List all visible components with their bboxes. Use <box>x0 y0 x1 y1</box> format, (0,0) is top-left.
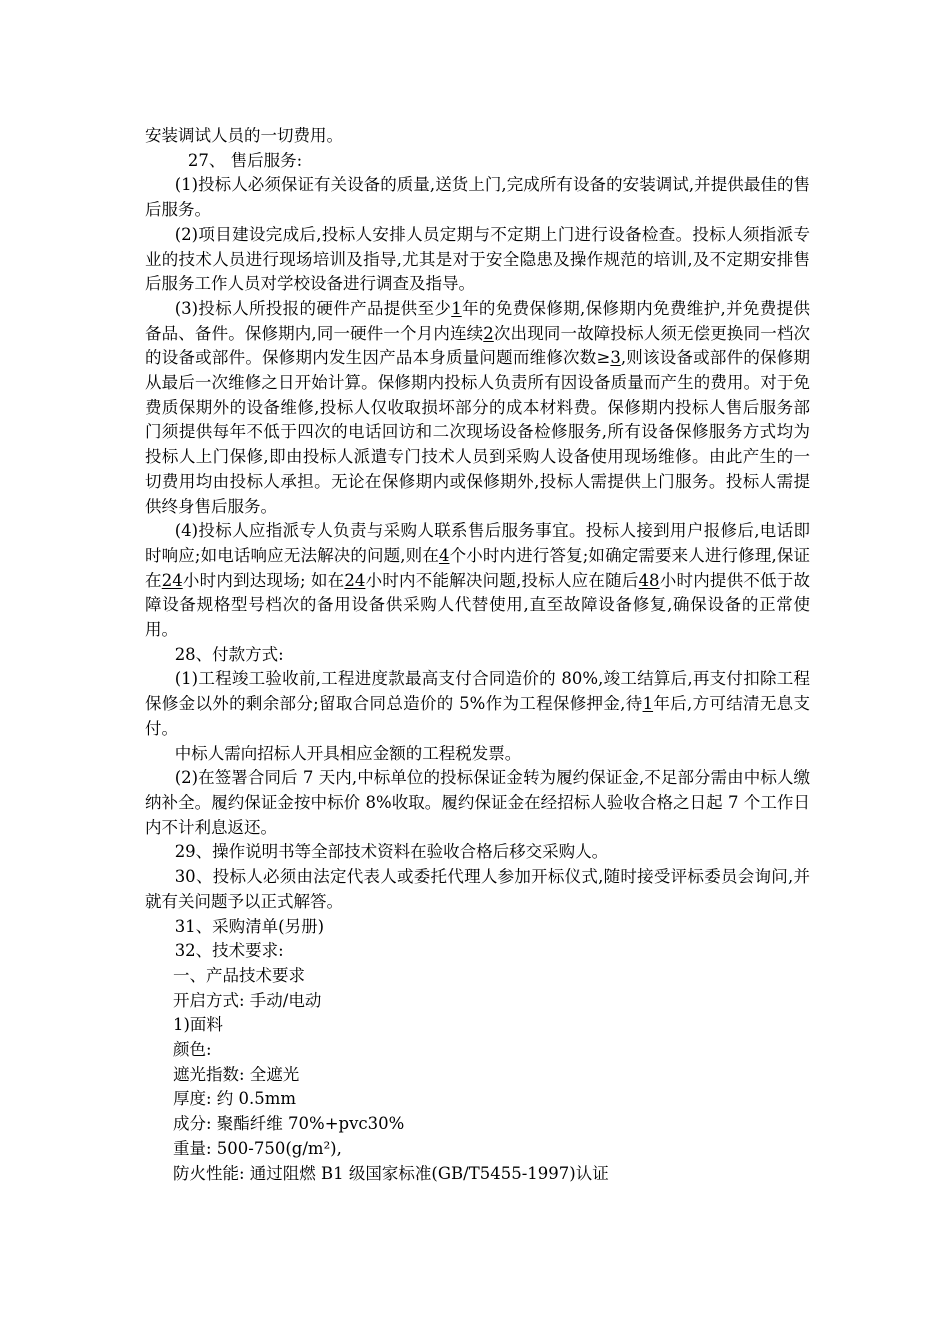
spec-thickness: 厚度: 约 0.5mm <box>173 1089 297 1109</box>
underlined-number: 1 <box>642 694 654 714</box>
spec-color: 颜色: <box>173 1040 212 1060</box>
text-run: 小时内不能解决问题,投标人应在随后 <box>365 570 639 590</box>
text-run: 小时内到达现场; 如在 <box>182 570 345 590</box>
text-run: (3)投标人所投报的硬件产品提供至少 <box>174 298 452 318</box>
text-run: 年的免费保修期,保修期内免费维护,并免费提供备品、备件。保修期内,同一硬件一个月内连续 <box>145 298 810 343</box>
text-run: (4)投标人应指派专人负责与采购人联系售后服务事宜。投标人接到用户报修后,电话即时响应;如电话响应无法解决的问题,则在 <box>145 521 810 565</box>
section-28-item-1 <box>145 667 810 741</box>
section-28-item-2: (2)在签署合同后 7 天内,中标单位的投标保证金转为履约保证金,不足部分需由中标人缴纳补全。履约保证金按中标价 8%收取。履约保证金在经招标人验收合格之日起 7 个工作日内不计利息返还。 <box>145 768 810 837</box>
section-32: 32、技术要求: <box>174 941 284 961</box>
text-run: ,则该设备或部件的保修期从最后一次维修之日开始计算。保修期内投标人负责所有因设备质量而产生的费用。对于免费质保期外的设备维修,投标人仅收取损坏部分的成本材料费。保修期内投标人售后服务部门须提供每年不低于四次的电话回访和二次现场设备检修服务,所有设备保修服务方式均为投标人上门保修,即由投标人派遣专门技术人员到采购人设备使用现场维修。由此产生的一切费用均由投标人承担。无论在保修期内或保修期外,投标人需提供上门服务。投标人需提供终身售后服务。 <box>145 348 810 516</box>
spec-fire-performance: 防火性能: 通过阻燃 B1 级国家标准(GB/T5455-1997)认证 <box>173 1163 609 1183</box>
section-27-item-4 <box>145 519 810 643</box>
section-27-item-1: (1)投标人必须保证有关设备的质量,送货上门,完成所有设备的安装调试,并提供最佳的售后服务。 <box>145 175 810 220</box>
spec-fabric-heading: 1)面料 <box>173 1015 223 1035</box>
section-27-item-2: (2)项目建设完成后,投标人安排人员定期与不定期上门进行设备检查。投标人须指派专业的技术人员进行现场培训及指导,尤其是对于安全隐患及操作规范的培训,及不定期安排售后服务工作人员对学校设备进行调查及指导。 <box>145 224 810 294</box>
spec-shading-index: 遮光指数: 全遮光 <box>173 1064 300 1084</box>
paragraph-continuation: 安装调试人员的一切费用。 <box>145 126 343 145</box>
section-28-heading: 28、付款方式: <box>174 644 284 664</box>
tech-requirements-title: 一、产品技术要求 <box>173 965 305 985</box>
text-run: 小时内提供不低于故障设备规格型号档次的备用设备供采购人代替使用,直至故障设备修复,确保设备的正常使用。 <box>145 570 810 640</box>
underlined-number: 24 <box>161 570 183 590</box>
underlined-number: 4 <box>438 545 450 565</box>
spec-opening-method: 开启方式: 手动/电动 <box>173 990 322 1010</box>
text-run: 年后,方可结清无息支付。 <box>145 694 810 738</box>
text-run: 个小时内进行答复;如确定需要来人进行修理,保证在 <box>145 545 810 590</box>
underlined-number: 1 <box>451 298 462 318</box>
section-27-item-3 <box>145 297 810 519</box>
section-30: 30、投标人必须由法定代表人或委托代理人参加开标仪式,随时接受评标委员会询问,并就有关问题予以正式解答。 <box>145 867 810 911</box>
section-29: 29、操作说明书等全部技术资料在验收合格后移交采购人。 <box>174 842 609 862</box>
document-page <box>145 124 810 1186</box>
section-28-note: 中标人需向招标人开具相应金额的工程税发票。 <box>174 743 522 763</box>
spec-weight: 重量: 500-750(g/m²), <box>173 1138 342 1158</box>
text-run: (1)工程竣工验收前,工程进度款最高支付合同造价的 80%,竣工结算后,再支付扣除工程保修金以外的剩余部分;留取合同总造价的 5%作为工程保修押金,待 <box>145 669 810 714</box>
underlined-number: 3 <box>610 348 621 368</box>
section-27-heading: 27、 售后服务: <box>187 150 303 170</box>
underlined-number: 48 <box>638 570 660 590</box>
text-run: 次出现同一故障投标人须无偿更换同一档次的设备或部件。保修期内发生因产品本身质量问题而维修次数≥ <box>145 323 810 368</box>
section-31: 31、采购清单(另册) <box>174 916 325 936</box>
underlined-number: 2 <box>483 323 494 343</box>
spec-composition: 成分: 聚酯纤维 70%+pvc30% <box>173 1114 405 1134</box>
underlined-number: 24 <box>344 570 366 590</box>
